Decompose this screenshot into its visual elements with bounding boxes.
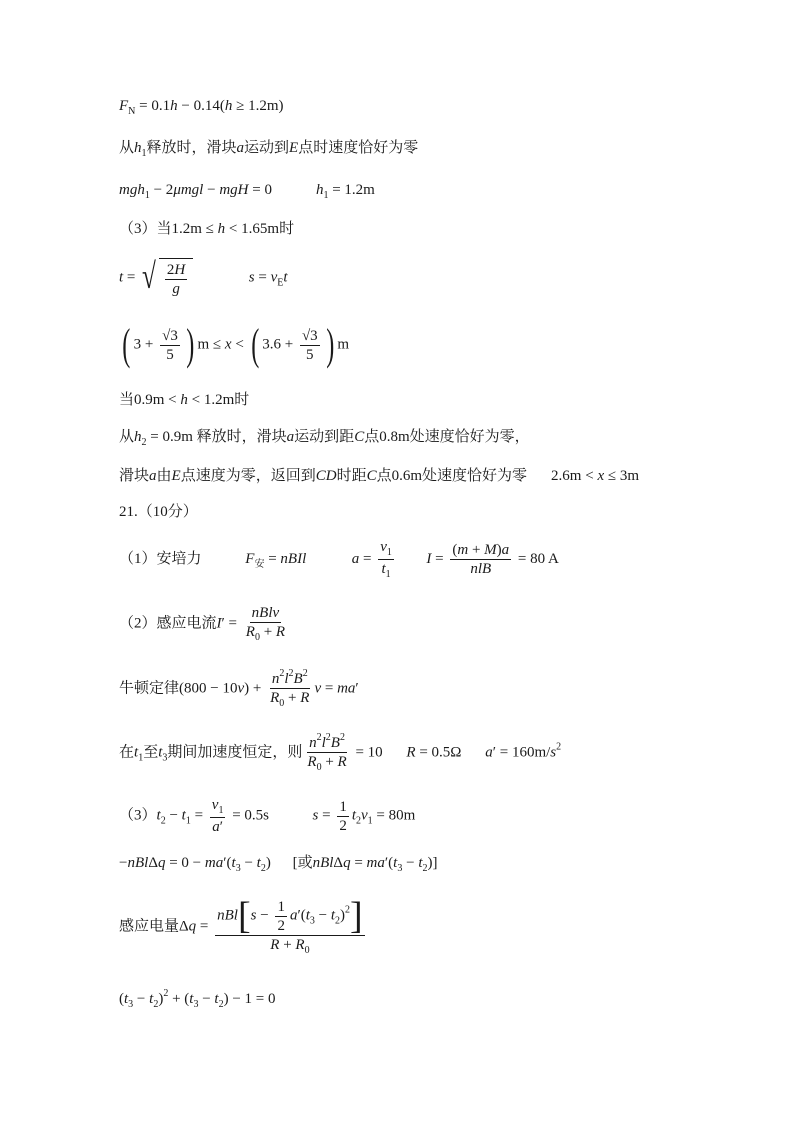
sqrt-expression: √ $\frac{2H}{g}$ [139,258,193,298]
eq-constant-acc: 在$t_1$至$t_3$期间加速度恒定，则 $\frac{n^2l^2B^2}{R_0 + R}$ = 10 R = 0.5Ω $a' = 160m/s^2$ [119,732,562,773]
text-case-3: （3）当1.2m ≤ h < 1.65m时 [119,221,295,237]
eq-induced-current: （2）感应电流I′ = $\frac{\text{nBlv}}{R_0 + R}$ [119,605,286,643]
eq-time-range: t = √ $\frac{2H}{g}$ $s = v_Et$ [119,256,288,297]
text-return: 滑块a由E点速度为零，返回到CD时距C点0.6m处速度恰好为零 2.6m < x ≤ 3m [119,468,640,484]
text-release-h2: 从$h_2 = 0.9m$ 释放时，滑块a运动到距C点0.8m处速度恰好为零， [119,429,530,448]
text-release-h1: 从$h_1$释放时，滑块a运动到E点时速度恰好为零 [119,140,419,159]
eq-part3: $(3)t_2 - t_1$ = $\frac{v_1}{a'}$ = 0.5s s = $\frac{1}{2}$ $t_2v_1 = 80m$ [119,797,416,835]
eq-ampere-force: （1）安培力 $F_安$ = nBIl a = $\frac{v_1}{t_1}$ I = $\frac{(m + M)a}{\text{nlB}}$ = 80 A [119,539,559,580]
eq-newton: 牛顿定律(800 − 10v) + $\frac{n^2l^2B^2}{R_0 + R}$ v = ma′ [119,668,359,709]
eq-quadratic: $(t_3 - t_2)^2 + (t_3 - t_2) - 1 = 0$ [119,988,276,1010]
question-21-heading: 21.（10分） [119,504,198,520]
eq-normal-force: $F_N = 0.1h - 0.14(h \ge 1.2m)$ [119,98,284,117]
eq-energy-h1: mgh$_1$ − 2μmgl − mgH = 0 $h_1 = 1.2m$ [119,182,375,201]
eq-momentum: $-nBl\Delta q = 0 - ma'(t_3 - t_2)$ [或$nBl\Delta q = ma'(t_3 - t_2)$] [119,855,438,874]
eq-charge: 感应电量Δq = nBl[s − $\frac{1}{2}$ $a'(t_3 - t_2)^2$] $R + R_0$ [119,895,363,956]
text-case-low: 当0.9m < h < 1.2m时 [119,392,250,408]
eq-x-range: ( 3 + $\frac{√3}{5}$ ) m ≤ x < ( 3.6 + $\frac{√3}{5}$ ) m [122,320,349,369]
